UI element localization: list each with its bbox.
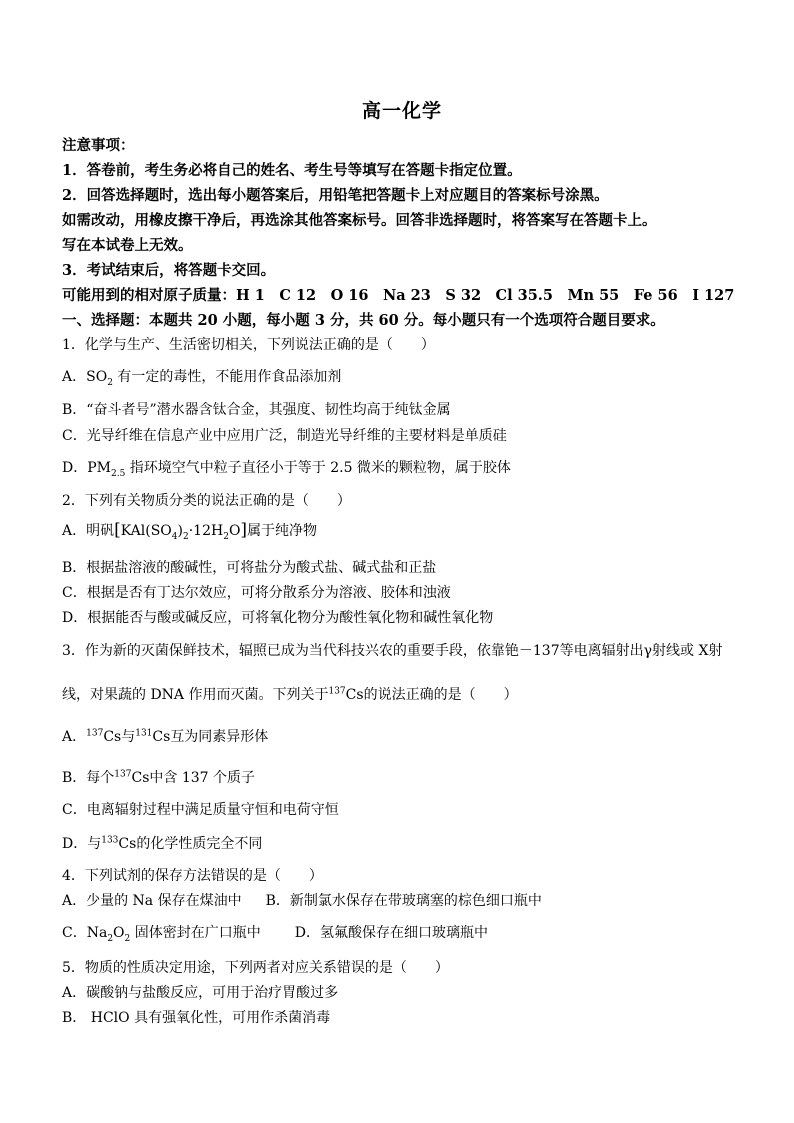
q2-option-b: B．根据盐溶液的酸碱性，可将盐分为酸式盐、碱式盐和正盐 bbox=[62, 560, 437, 576]
q4-options-cd bbox=[62, 922, 488, 942]
q1-stem: 1．化学与生产、生活密切相关，下列说法正确的是（ ） bbox=[62, 337, 435, 353]
q3-option-d: D．与$^{133}$Cs的化学性质完全不同 bbox=[62, 835, 263, 852]
q4-option-c: C．$Na_2O_2$ 固体密封在广口瓶中 bbox=[62, 925, 261, 944]
notice-item-2-cont: 如需改动，用橡皮擦干净后，再选涂其他答案标号。回答非选择题时，将答案写在答题卡上。 bbox=[62, 212, 657, 229]
q5-stem: 5．物质的性质决定用途，下列两者对应关系错误的是（ ） bbox=[62, 960, 449, 976]
section-heading: 一、选择题：本题共 20 小题，每小题 3 分，共 60 分。每小题只有一个选项符合题目要求。 bbox=[62, 312, 665, 329]
q2-option-a: A．明矾$[KAl(SO_4)_2\cdot 12H_2O]$属于纯净物 bbox=[62, 520, 318, 542]
q1-option-a: A．$SO_2$ 有一定的毒性，不能用作食品添加剂 bbox=[62, 369, 342, 388]
q2-option-d: D．根据能否与酸或碱反应，可将氧化物分为酸性氧化物和碱性氧化物 bbox=[62, 610, 494, 626]
atomic-mass-line: 可能用到的相对原子质量：H 1 C 12 O 16 Na 23 S 32 Cl 35.5 Mn 55 Fe 56 I 127 bbox=[62, 287, 735, 304]
notice-item-1: 1．答卷前，考生务必将自己的姓名、考生号等填写在答题卡指定位置。 bbox=[62, 162, 522, 179]
q4-options-ab bbox=[62, 890, 542, 910]
q3-option-b: B．每个$^{137}$Cs中含 137 个质子 bbox=[62, 769, 256, 786]
q3-option-a: A．$^{137}$Cs与$^{131}$Cs互为同素异形体 bbox=[62, 728, 269, 745]
q5-option-a: A．碳酸钠与盐酸反应，可用于治疗胃酸过多 bbox=[62, 985, 339, 1001]
q3-stem-line2: 线，对果蔬的 DNA 作用而灭菌。下列关于$^{137}$Cs的说法正确的是（ ） bbox=[62, 686, 518, 703]
notice-item-2: 2．回答选择题时，选出每小题答案后，用铅笔把答题卡上对应题目的答案标号涂黑。 bbox=[62, 187, 609, 204]
q1-option-d: D．$PM_{2.5}$ 指环境空气中粒子直径小于等于 2.5 微米的颗粒物，属于胶体 bbox=[62, 460, 511, 479]
q1-option-c: C．光导纤维在信息产业中应用广泛，制造光导纤维的主要材料是单质硅 bbox=[62, 428, 507, 444]
q3-stem-line1: 3．作为新的灭菌保鲜技术，辐照已成为当代科技兴农的重要手段，依靠铯－137等电离辐射出γ射线或 X射 bbox=[62, 643, 723, 659]
q4-option-b: B．新制氯水保存在带玻璃塞的棕色细口瓶中 bbox=[265, 893, 542, 909]
notice-heading: 注意事项： bbox=[62, 137, 135, 154]
page-title: 高一化学 bbox=[361, 100, 442, 122]
q4-stem: 4．下列试剂的保存方法错误的是（ ） bbox=[62, 868, 323, 884]
q2-option-c: C．根据是否有丁达尔效应，可将分散系分为溶液、胶体和浊液 bbox=[62, 585, 451, 601]
q4-option-d: D．氢氟酸保存在细口玻璃瓶中 bbox=[294, 925, 488, 941]
q5-option-b: B． HClO 具有强氧化性，可用作杀菌消毒 bbox=[62, 1010, 331, 1026]
q4-option-a: A．少量的 Na 保存在煤油中 bbox=[62, 893, 242, 909]
notice-item-2-end: 写在本试卷上无效。 bbox=[62, 237, 193, 254]
notice-item-3: 3．考试结束后，将答题卡交回。 bbox=[62, 262, 276, 279]
q2-stem: 2．下列有关物质分类的说法正确的是（ ） bbox=[62, 493, 351, 509]
q3-option-c: C．电离辐射过程中满足质量守恒和电荷守恒 bbox=[62, 802, 339, 818]
q1-option-b: B．“奋斗者号”潜水器含钛合金，其强度、韧性均高于纯钛金属 bbox=[62, 402, 451, 418]
